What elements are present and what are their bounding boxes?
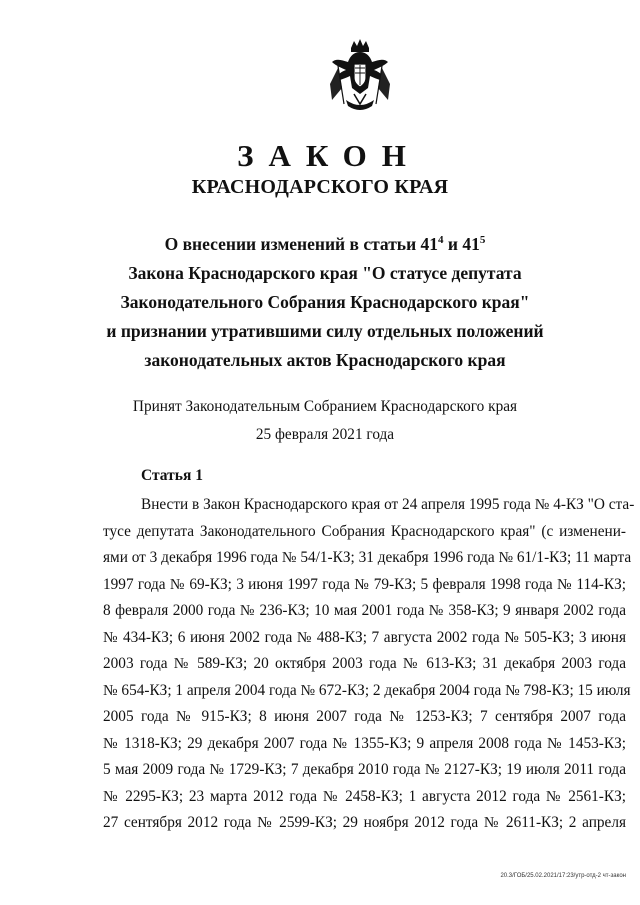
adoption-note [60,393,590,449]
body-line: ями от 3 декабря 1996 года № 54/1-КЗ; 31 декабря 1996 года № 61/1-КЗ; 11 марта [103,549,632,566]
region-heading: КРАСНОДАРСКОГО КРАЯ [191,176,449,198]
title-line-1: О внесении изменений в статьи $41^4$ и $41^5$ [164,234,486,254]
coat-of-arms-icon [326,38,394,114]
body-line: Внести в Закон Краснодарского края от 24 апреля 1995 года № 4-КЗ "О ста- [141,496,635,513]
body-line: 5 мая 2009 года № 1729-КЗ; 7 декабря 2010 года № 2127-КЗ; 19 июля 2011 года [103,761,626,778]
body-line: 8 февраля 2000 года № 236-КЗ; 10 мая 2001 года № 358-КЗ; 9 января 2002 года [103,602,626,619]
body-line: 27 сентября 2012 года № 2599-КЗ; 29 ноября 2012 года № 2611-КЗ; 2 апреля [103,814,626,831]
title-line-4: и признании утратившими силу отдельных положений [106,321,544,341]
body-line: № 434-КЗ; 6 июня 2002 года № 488-КЗ; 7 августа 2002 года № 505-КЗ; 3 июня [103,628,626,646]
body-line: № 1318-КЗ; 29 декабря 2007 года № 1355-КЗ; 9 апреля 2008 года № 1453-КЗ; [103,734,626,752]
body-line: тусе депутата Законодательного Собрания Краснодарского края" (с изменени- [103,522,626,540]
document-registry-code: 20.3/ГОБ/25.02.2021/17:23/утр-отд-2 чт-закон [500,873,626,879]
article-heading: Статья 1 [141,467,203,484]
body-line: 2003 года № 589-КЗ; 20 октября 2003 года № 613-КЗ; 31 декабря 2003 года [103,655,626,672]
adoption-date: 25 февраля 2021 года [255,426,395,443]
law-heading: ЗАКОН [237,138,421,173]
title-line-5: законодательных актов Краснодарского края [144,350,506,370]
adoption-line-1: Принят Законодательным Собранием Краснодарского края [132,398,518,415]
body-line: № 2295-КЗ; 23 марта 2012 года № 2458-КЗ; 1 августа 2012 года № 2561-КЗ; [103,787,626,805]
title-line-2: Закона Краснодарского края "О статусе депутата [128,263,522,283]
body-line: 1997 года № 69-КЗ; 3 июня 1997 года № 79-КЗ; 5 февраля 1998 года № 114-КЗ; [103,575,626,593]
body-line: 2005 года № 915-КЗ; 8 июня 2007 года № 1253-КЗ; 7 сентября 2007 года [103,708,626,725]
title-line-3: Законодательного Собрания Краснодарского края" [120,292,530,312]
law-title [60,230,590,375]
body-line: № 654-КЗ; 1 апреля 2004 года № 672-КЗ; 2 декабря 2004 года № 798-КЗ; 15 июля [103,681,631,699]
article-body [103,492,635,837]
